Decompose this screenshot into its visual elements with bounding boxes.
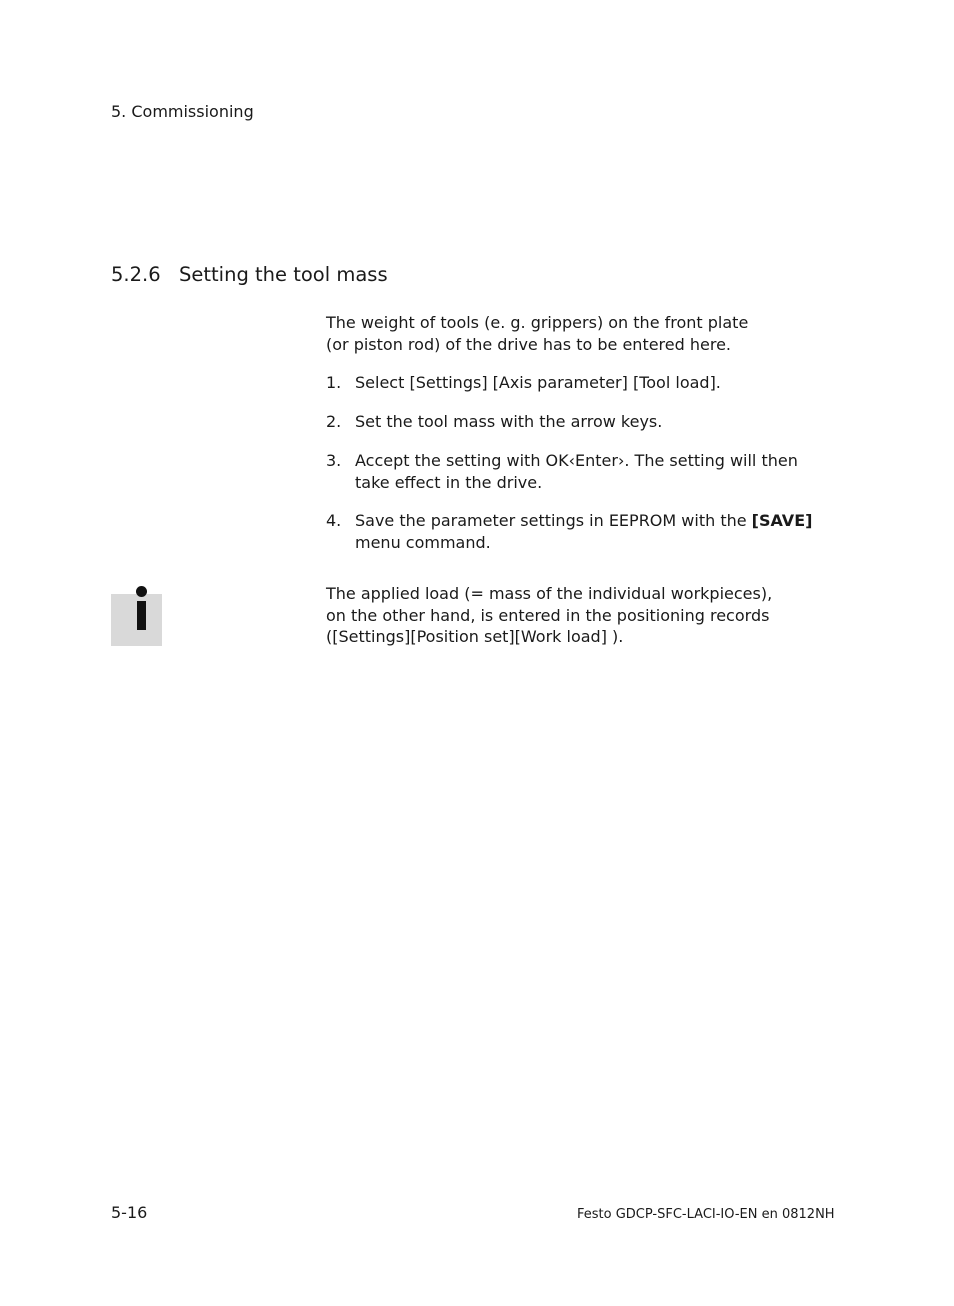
step-text: Set the tool mass with the arrow keys.	[355, 412, 663, 431]
step-number: 1.	[326, 373, 342, 392]
info-icon-stem	[137, 601, 146, 630]
section-heading	[111, 263, 388, 286]
intro-paragraph	[326, 312, 748, 355]
step-text: Accept the setting with OK‹Enter›. The setting will then	[355, 451, 798, 470]
note-line: The applied load (= mass of the individual workpieces),	[326, 584, 773, 603]
step-item	[326, 510, 812, 554]
step-text-regular: Save the parameter settings in EEPROM with the	[355, 511, 752, 530]
running-header: 5. Commissioning	[111, 102, 254, 121]
step-text	[355, 510, 812, 532]
section-number: 5.2.6	[111, 263, 161, 286]
note-line: ([Settings][Position set][Work load] ).	[326, 627, 624, 646]
page-number: 5-16	[111, 1203, 148, 1222]
footer-document-id: Festo GDCP-SFC-LACI-IO-EN en 0812NH	[577, 1207, 835, 1222]
step-item	[326, 372, 721, 394]
section-title: Setting the tool mass	[179, 263, 388, 286]
intro-line: The weight of tools (e. g. grippers) on the front plate	[326, 313, 749, 332]
save-command-label: [SAVE]	[751, 511, 813, 530]
intro-line: (or piston rod) of the drive has to be entered here.	[326, 334, 732, 354]
step-text: menu command.	[355, 533, 491, 552]
step-number: 3.	[326, 451, 342, 470]
note-line: on the other hand, is entered in the positioning records	[326, 605, 770, 625]
step-text: Select [Settings] [Axis parameter] [Tool load].	[355, 373, 721, 392]
step-item	[326, 411, 662, 433]
note-paragraph	[326, 583, 772, 648]
info-icon-dot	[136, 586, 147, 597]
step-number: 2.	[326, 412, 342, 431]
step-number: 4.	[326, 511, 342, 530]
step-text: take effect in the drive.	[355, 473, 543, 492]
step-item	[326, 450, 798, 494]
